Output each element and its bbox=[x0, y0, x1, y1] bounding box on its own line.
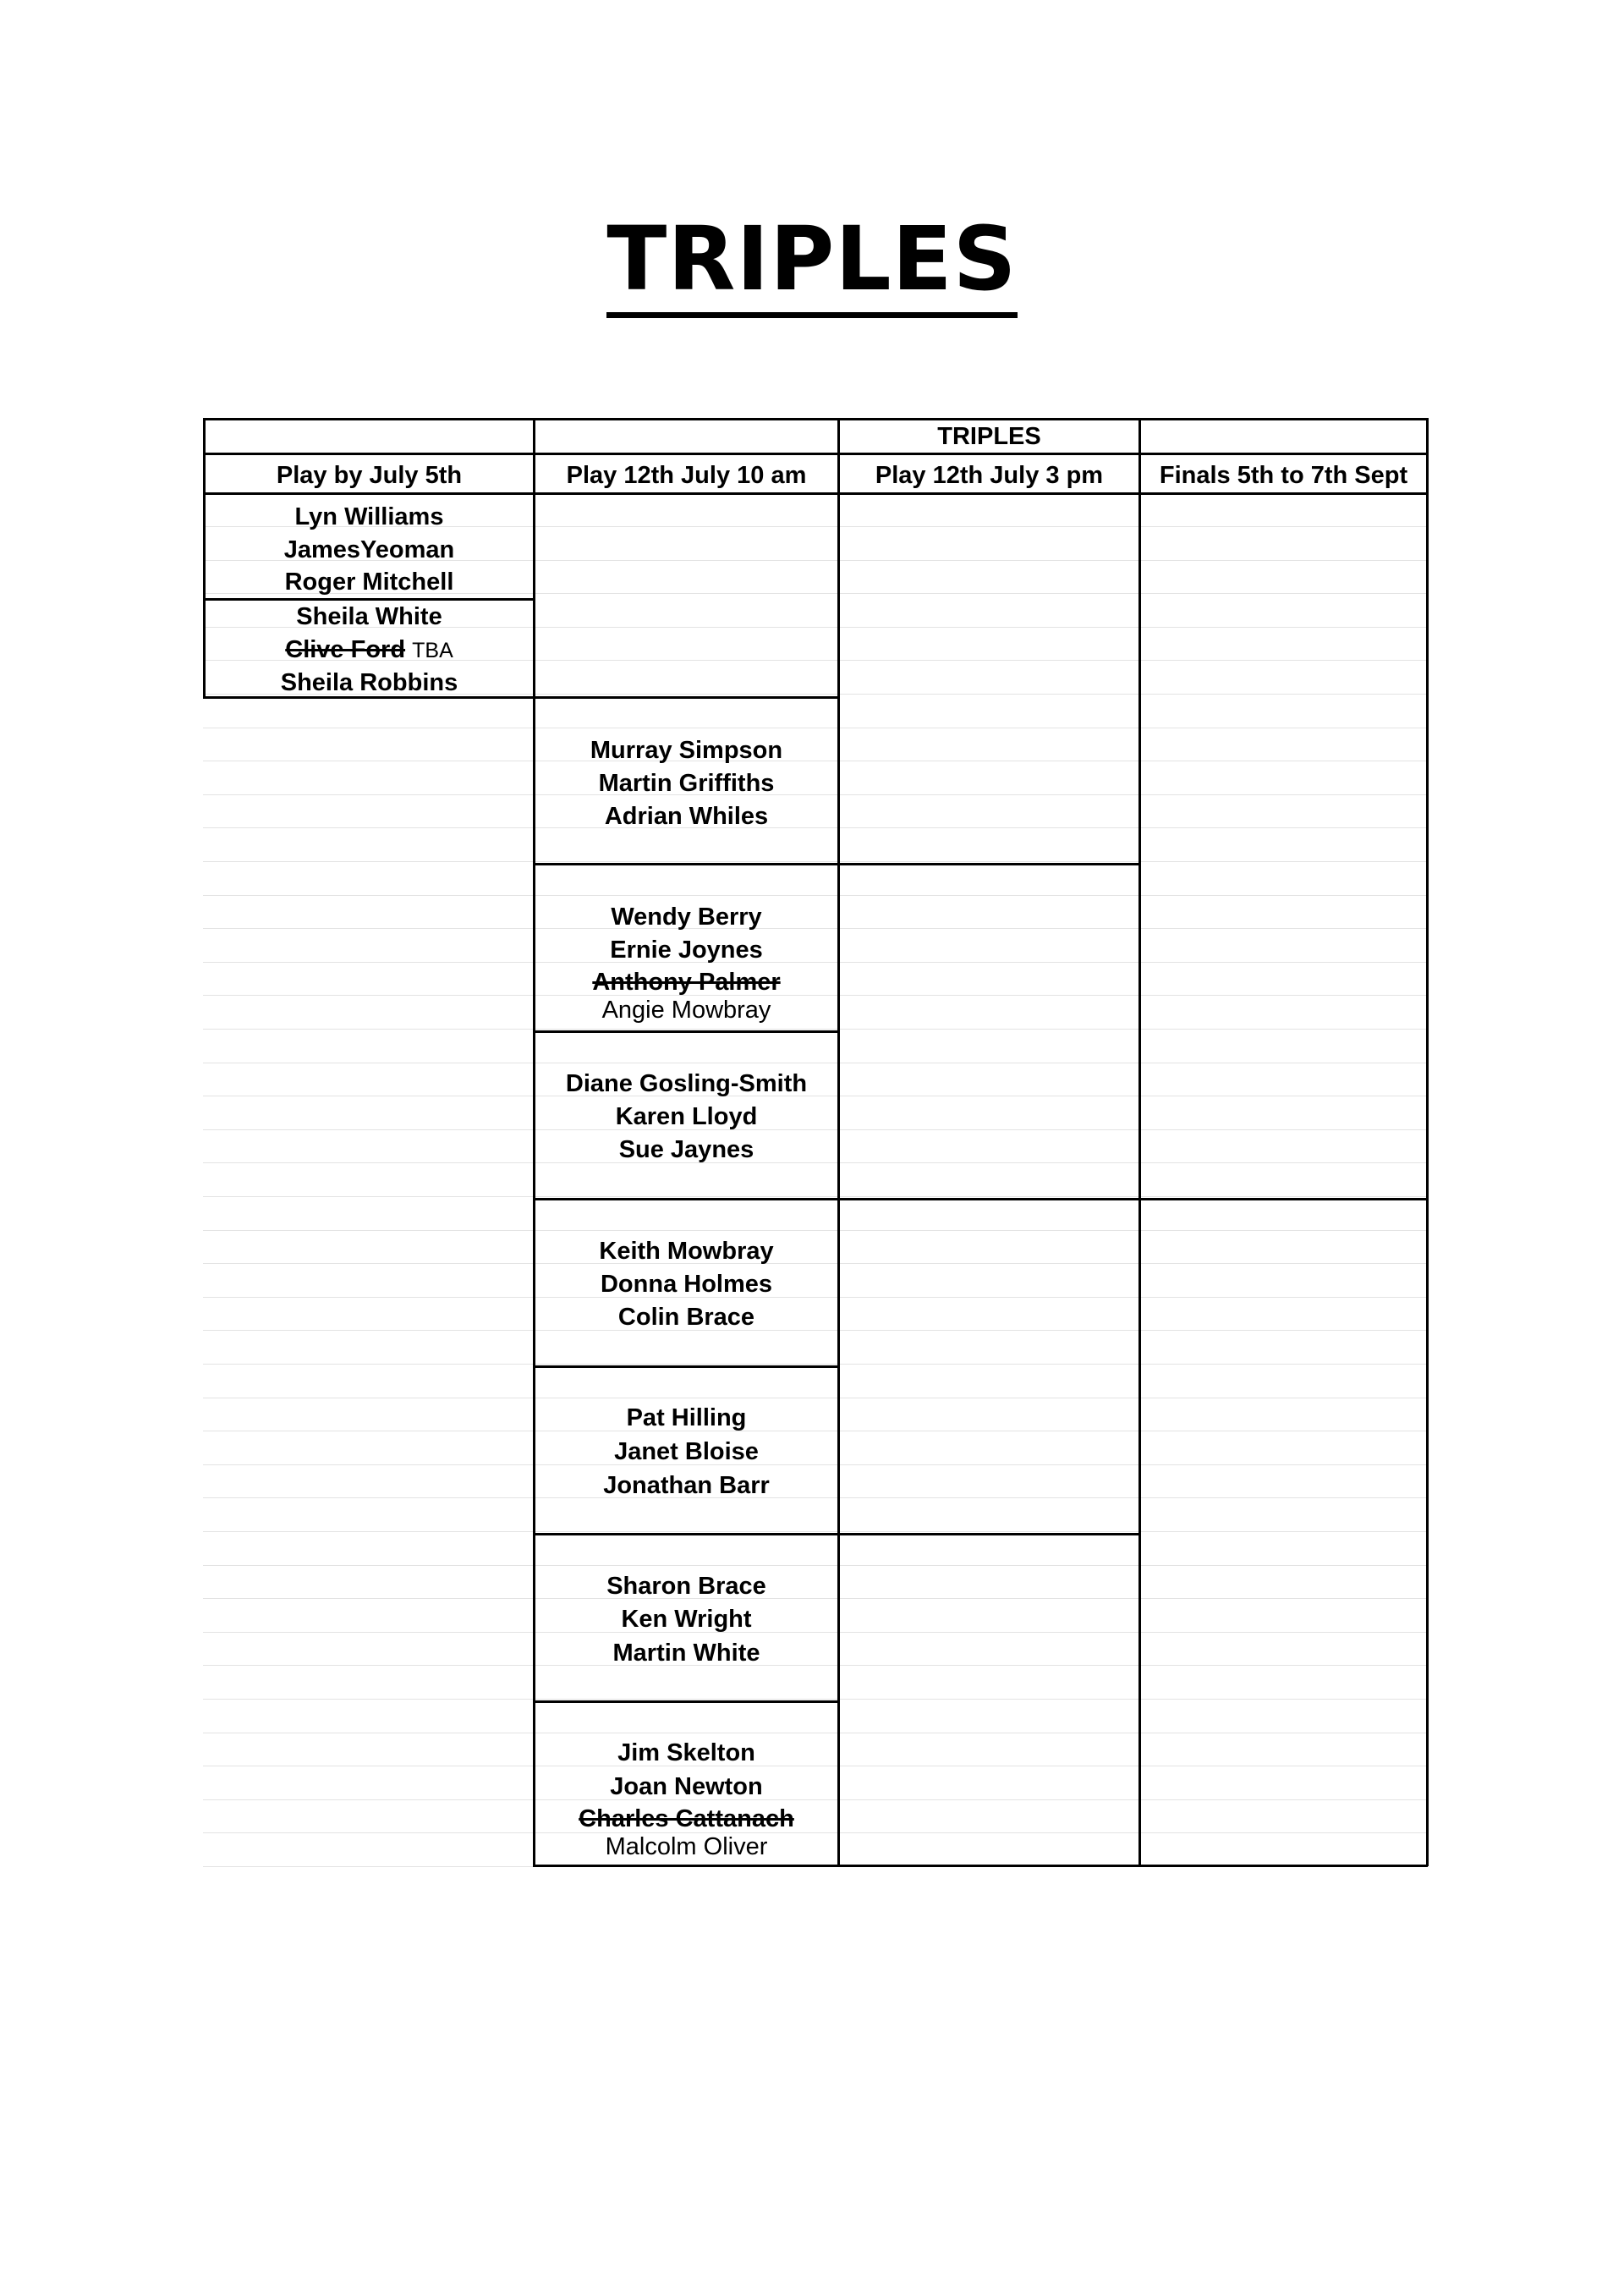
player-name: Pat Hilling bbox=[626, 1404, 747, 1431]
gridline bbox=[203, 1531, 1428, 1532]
player-name: Karen Lloyd bbox=[615, 1103, 758, 1130]
page-title-text: TRIPLES bbox=[606, 207, 1017, 318]
player-name: Sheila Robbins bbox=[280, 669, 458, 696]
player-name: Joan Newton bbox=[610, 1773, 763, 1800]
gridline bbox=[203, 895, 1428, 896]
column-header-finals: Finals 5th to 7th Sept bbox=[1159, 462, 1408, 489]
struck-player-name: Clive Ford bbox=[285, 636, 406, 663]
player-name: JamesYeoman bbox=[283, 536, 455, 563]
gridline bbox=[203, 861, 1428, 862]
player-name: Colin Brace bbox=[617, 1304, 755, 1331]
column-header-round2: Play 12th July 10 am bbox=[566, 462, 807, 489]
player-name: Murray Simpson bbox=[590, 737, 783, 764]
gridline bbox=[203, 1364, 1428, 1365]
column-header-semis: Play 12th July 3 pm bbox=[875, 462, 1104, 489]
gridline bbox=[203, 1230, 1428, 1231]
struck-player-name: Charles Cattanach bbox=[579, 1805, 794, 1832]
page-title bbox=[0, 207, 1624, 310]
player-name: Sue Jaynes bbox=[618, 1136, 754, 1163]
gridline bbox=[203, 1196, 1428, 1197]
player-name: Martin Griffiths bbox=[598, 770, 775, 797]
replacement-player-name: Angie Mowbray bbox=[601, 997, 771, 1024]
replacement-note: TBA bbox=[412, 639, 453, 662]
player-name: Donna Holmes bbox=[600, 1271, 773, 1298]
gridline bbox=[203, 1029, 1428, 1030]
player-name: Sheila White bbox=[296, 603, 442, 630]
gridline bbox=[203, 1699, 1428, 1700]
player-name: Janet Bloise bbox=[614, 1438, 759, 1465]
player-name: Ken Wright bbox=[621, 1606, 752, 1633]
player-name: Ernie Joynes bbox=[610, 937, 763, 964]
player-name: Sharon Brace bbox=[606, 1573, 766, 1600]
gridline bbox=[203, 1565, 1428, 1566]
struck-player-name: Anthony Palmer bbox=[592, 969, 781, 996]
player-name: Keith Mowbray bbox=[599, 1238, 774, 1265]
column-header-round1: Play by July 5th bbox=[276, 462, 463, 489]
player-name: Diane Gosling-Smith bbox=[565, 1070, 808, 1097]
player-name: Adrian Whiles bbox=[604, 803, 769, 830]
player-name: Wendy Berry bbox=[611, 904, 762, 931]
player-name: Lyn Williams bbox=[294, 503, 444, 530]
player-name: Jonathan Barr bbox=[603, 1472, 770, 1499]
player-name: Roger Mitchell bbox=[284, 569, 454, 596]
player-name: Martin White bbox=[612, 1640, 760, 1667]
player-name: Jim Skelton bbox=[617, 1739, 755, 1766]
header-group-label: TRIPLES bbox=[937, 423, 1041, 450]
replacement-player-name: Malcolm Oliver bbox=[605, 1833, 768, 1860]
substitution-row bbox=[206, 634, 533, 667]
